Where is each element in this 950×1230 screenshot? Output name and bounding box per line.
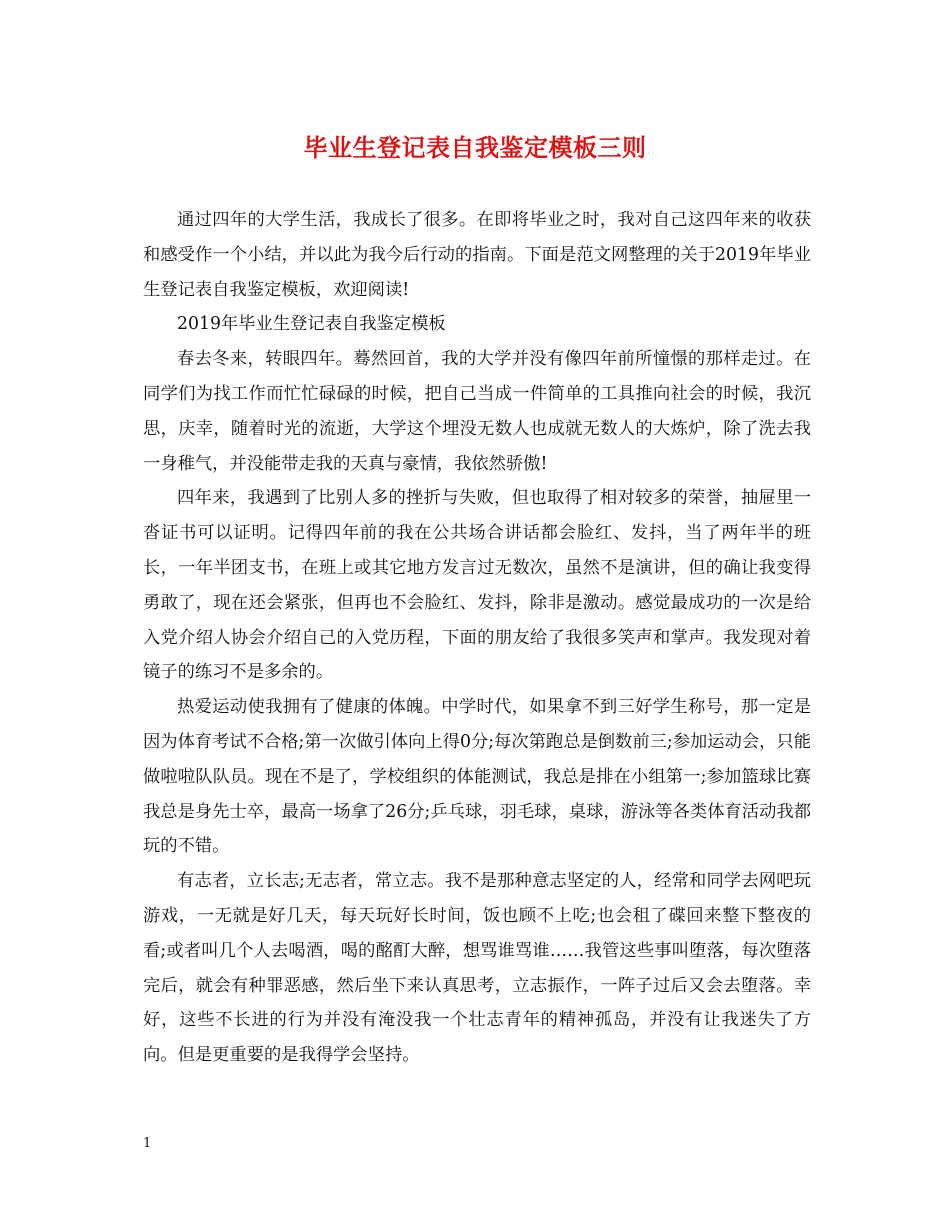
body-paragraph: 四年来，我遇到了比别人多的挫折与失败，但也取得了相对较多的荣誉，抽屉里一沓证书可以证明。记得四年前的我在公共场合讲话都会脸红、发抖，当了两年半的班长，一年半团支书，在班上或其它地方发言过无数次，虽然不是演讲，但的确让我变得勇敢了，现在还会紧张，但再也不会脸红、发抖，除非是激动。感觉最成功的一次是给入党介绍人协会介绍自己的入党历程，下面的朋友给了我很多笑声和掌声。我发现对着镜子的练习不是多余的。	[143, 488, 811, 683]
document-body	[143, 203, 811, 1073]
section-heading: 2019年毕业生登记表自我鉴定模板	[177, 314, 446, 335]
intro-paragraph: 通过四年的大学生活，我成长了很多。在即将毕业之时，我对自己这四年来的收获和感受作一个小结，并以此为我今后行动的指南。下面是范文网整理的关于2019年毕业生登记表自我鉴定模板，欢迎阅读!	[143, 210, 811, 300]
document-title: 毕业生登记表自我鉴定模板三则	[303, 133, 647, 162]
body-paragraph: 有志者，立长志;无志者，常立志。我不是那种意志坚定的人，经常和同学去网吧玩游戏，一无就是好几天，每天玩好长时间，饭也顾不上吃;也会租了碟回来整下整夜的看;或者叫几个人去喝酒，喝的酩酊大醉，想骂谁骂谁……我管这些事叫堕落，每次堕落完后，就会有种罪恶感，然后坐下来认真思考，立志振作，一阵子过后又会去堕落。幸好，这些不长进的行为并没有淹没我一个壮志青年的精神孤岛，并没有让我迷失了方向。但是更重要的是我得学会坚持。	[143, 871, 811, 1066]
page-number: 1	[143, 1136, 152, 1151]
body-paragraph: 春去冬来，转眼四年。蓦然回首，我的大学并没有像四年前所憧憬的那样走过。在同学们为找工作而忙忙碌碌的时候，把自己当成一件简单的工具推向社会的时候，我沉思，庆幸，随着时光的流逝，大学这个埋没无数人也成就无数人的大炼炉，除了洗去我一身稚气，并没能带走我的天真与豪情，我依然骄傲!	[143, 349, 811, 474]
body-paragraph: 热爱运动使我拥有了健康的体魄。中学时代，如果拿不到三好学生称号，那一定是因为体育考试不合格;第一次做引体向上得0分;每次第跑总是倒数前三;参加运动会，只能做啦啦队队员。现在不是了，学校组织的体能测试，我总是排在小组第一;参加篮球比赛我总是身先士卒，最高一场拿了26分;乒乓球，羽毛球，桌球，游泳等各类体育活动我都玩的不错。	[143, 697, 811, 857]
